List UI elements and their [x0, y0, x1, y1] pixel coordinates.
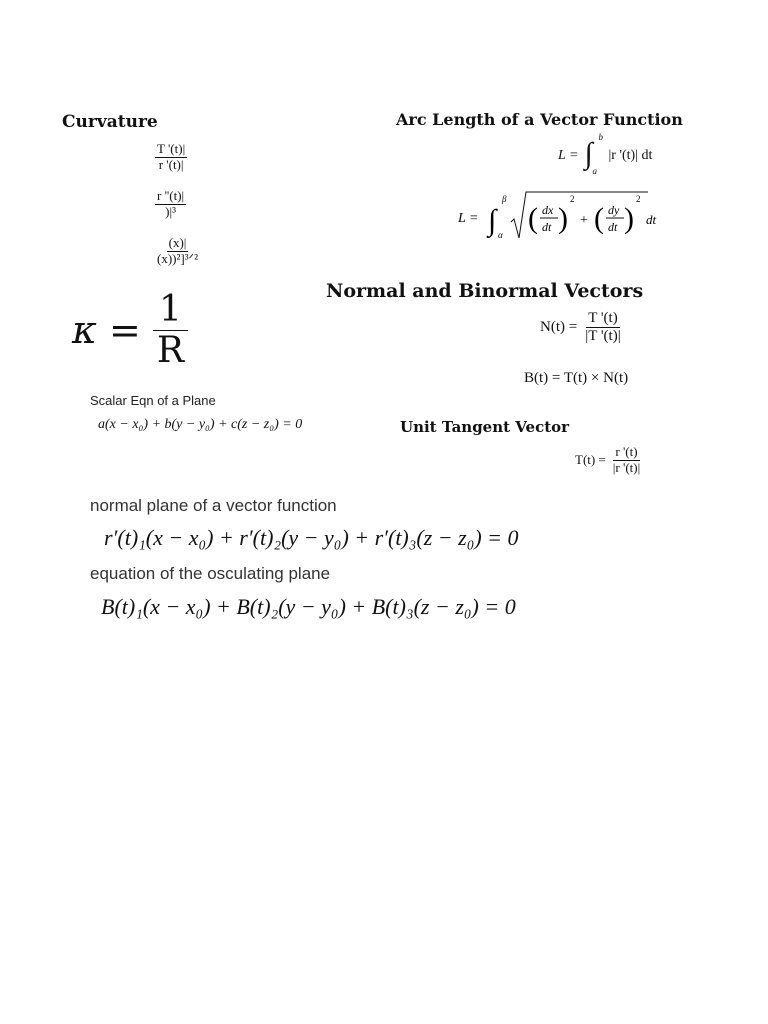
dt-label-1: dt: [542, 220, 552, 234]
parametric-integral-icon: ∫: [488, 204, 497, 237]
curvature-fraction-1: [155, 142, 187, 173]
plane-equation: a(x − x₀) + b(y − y₀) + c(z − z₀) = 0: [98, 417, 303, 432]
fraction-3-denominator: (x))²]³ᐟ²: [157, 250, 199, 266]
integral-lower-limit: a: [592, 166, 597, 176]
dt-differential: dt: [646, 212, 657, 227]
left-paren-1: (: [528, 202, 538, 235]
parametric-arc-length-svg: [458, 188, 668, 244]
right-paren-1: ): [558, 202, 568, 235]
integral-upper-limit: b: [598, 132, 603, 142]
normal-lhs: N(t) =: [540, 319, 578, 336]
normal-denominator: |T '(t)|: [585, 328, 621, 345]
plus-sign: +: [580, 213, 588, 228]
kappa-numerator: 1: [153, 290, 188, 331]
right-paren-2: ): [624, 202, 634, 235]
curvature-fraction-2: [155, 189, 186, 220]
curvature-title: Curvature: [62, 112, 158, 132]
exponent-1: 2: [570, 194, 575, 204]
parametric-lower: α: [498, 230, 503, 240]
kappa-denominator: R: [156, 329, 184, 371]
fraction-1-numerator: T '(t)|: [157, 141, 186, 156]
fraction-1-denominator: r '(t)|: [158, 156, 184, 172]
exponent-2: 2: [636, 194, 641, 204]
fraction-2-denominator: )|³: [165, 203, 176, 219]
arc-length-lhs: L =: [558, 148, 579, 163]
dt-label-2: dt: [608, 220, 618, 234]
unit-tangent-title: Unit Tangent Vector: [400, 418, 570, 436]
unit-tangent-numerator: r '(t): [615, 444, 638, 459]
normal-binormal-title: Normal and Binormal Vectors: [326, 280, 644, 302]
kappa-lhs: κ =: [72, 308, 141, 353]
normal-vector-equation: [540, 310, 623, 346]
fraction-3-numerator: (x)|: [168, 235, 187, 250]
arc-length-integrand: |r '(t)| dt: [608, 148, 653, 163]
parametric-lhs: L =: [458, 211, 479, 226]
normal-numerator: T '(t): [586, 310, 620, 328]
left-paren-2: (: [594, 202, 604, 235]
parametric-arc-length: [458, 188, 668, 244]
parametric-upper: β: [502, 194, 507, 204]
integral-sign-icon: ∫: [584, 137, 593, 170]
curvature-fraction-3: [155, 236, 200, 267]
arc-length-equation: [558, 132, 653, 176]
osculating-plane-equation: B(t)₁(x − x₀) + B(t)₂(y − y₀) + B(t)₃(z − z₀) = 0: [101, 594, 516, 619]
dx-label: dx: [542, 203, 554, 217]
fraction-2-numerator: r ''(t)|: [157, 188, 185, 203]
arc-length-title: Arc Length of a Vector Function: [396, 110, 683, 129]
kappa-equation: [72, 290, 190, 370]
unit-tangent-lhs: T(t) =: [575, 452, 606, 468]
normal-plane-equation: r′(t)₁(x − x₀) + r′(t)₂(y − y₀) + r′(t)₃(z − z₀) = 0: [104, 525, 519, 550]
normal-plane-label: normal plane of a vector function: [90, 496, 337, 515]
osculating-plane-label: equation of the osculating plane: [90, 564, 331, 583]
dy-label: dy: [608, 203, 620, 217]
plane-label: Scalar Eqn of a Plane: [90, 393, 216, 408]
binormal-equation: B(t) = T(t) × N(t): [524, 370, 629, 386]
unit-tangent-equation: [575, 445, 642, 476]
unit-tangent-denominator: |r '(t)|: [612, 459, 641, 475]
